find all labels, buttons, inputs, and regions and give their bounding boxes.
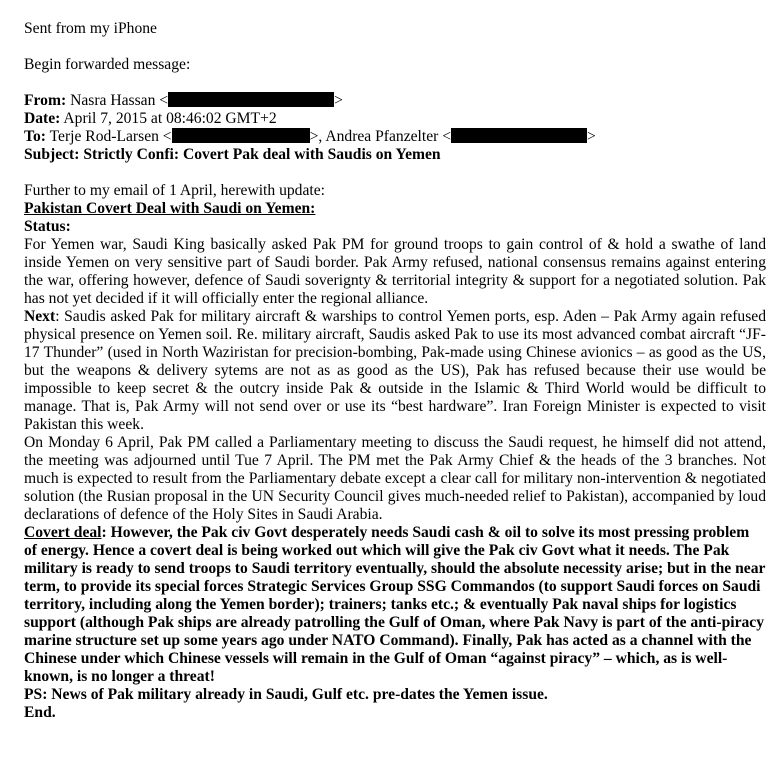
intro-line: Further to my email of 1 April, herewith update:: [24, 182, 325, 199]
from-close: >: [334, 92, 343, 109]
redaction-bar: [451, 128, 587, 143]
to-close: >: [587, 128, 596, 145]
sent-from-line: Sent from my iPhone: [24, 20, 157, 37]
email-document: [24, 20, 766, 722]
date-line: [24, 110, 766, 128]
monday-paragraph: On Monday 6 April, Pak PM called a Parliamentary meeting to discuss the Saudi request, he himself did not attend, the meeting was adjourned until Tue 7 April. The PM met the Pak Army Chief & the heads of the 3 branches. Not much is expected to result from the Parliamentary debate except a clear call for military non-intervention & negotiated solution (the Rusian proposal in the UN Security Council gives much-needed relief to Pakistan), accompanied by loud declarations of defence of the Holy Sites in Saudi Arabia.: [24, 434, 766, 523]
section-heading: Pakistan Covert Deal with Saudi on Yemen:: [24, 200, 316, 217]
ps-line: PS: News of Pak military already in Saudi, Gulf etc. pre-dates the Yemen issue.: [24, 686, 548, 703]
redaction-bar: [168, 92, 334, 107]
covert-deal-label: Covert deal: [24, 524, 102, 541]
redaction-bar: [172, 128, 310, 143]
from-name: Nasra Hassan <: [70, 92, 169, 109]
covert-deal-paragraph: [24, 524, 766, 686]
from-label: From:: [24, 92, 67, 109]
next-label: Next: [24, 308, 56, 325]
next-text: : Saudis asked Pak for military aircraft & warships to control Yemen ports, esp. Aden – Pak Army again refused physical presence on Yemen soil. Re. military aircraft, Saudis asked Pak to use its most advanced combat aircraft “JF-17 Thunder” (used in North Waziristan for precision-bombing, Pak-made using Chinese avionics – as good as the US, but the weapons & delivery sytems are not as as good as the US), Pak has refused because their use would be impossible to keep secret & the outcry inside Pak & outside in the Islamic & Third World would be difficult to manage. That is, Pak Army will not send over or use its “best hardware”. Iran Foreign Minister is expected to visit Pakistan this week.: [24, 308, 766, 433]
date-label: Date:: [24, 110, 61, 127]
end-line: End.: [24, 704, 56, 721]
status-paragraph: For Yemen war, Saudi King basically asked Pak PM for ground troops to gain control of & hold a swathe of land inside Yemen on very sensitive part of Saudi border. Pak Army refused, national consensus remains against entering the war, offering however, defence of Saudi soverignty & territorial integrity & support for a negotiated solution. Pak has not yet decided if it will officially enter the regional alliance.: [24, 236, 766, 307]
status-label: Status:: [24, 218, 71, 235]
to-separator: >, Andrea Pfanzelter <: [309, 128, 452, 145]
to-name-1: Terje Rod-Larsen <: [49, 128, 172, 145]
subject-label: Subject:: [24, 146, 80, 163]
covert-deal-text: : However, the Pak civ Govt desperately needs Saudi cash & oil to solve its most pressing problem of energy. Hence a covert deal is being worked out which will give the Pak civ Govt what it needs. The Pak military is ready to send troops to Saudi territory eventually, should the absolute necessity arise; but in the near term, to provide its special forces Strategic Services Group SSG Commandos (to support Saudi forces on Saudi territory, including along the Yemen border); trainers; tanks etc.; & eventually Pak naval ships for logistics support (although Pak ships are already patrolling the Gulf of Oman, where Pak Navy is part of the anti-piracy marine structure set up some years ago under NATO Command). Finally, Pak has acted as a channel with the Chinese under which Chinese vessels will remain in the Gulf of Oman “against piracy” – which, as is well-known, is no longer a threat!: [24, 524, 766, 685]
subject-line: [24, 146, 766, 164]
to-label: To:: [24, 128, 46, 145]
forward-note: Begin forwarded message:: [24, 56, 191, 73]
date-value: April 7, 2015 at 08:46:02 GMT+2: [63, 110, 277, 127]
from-line: [24, 92, 766, 110]
next-paragraph: [24, 308, 766, 434]
to-line: [24, 128, 766, 146]
subject-value: Strictly Confi: Covert Pak deal with Saudis on Yemen: [83, 146, 441, 163]
